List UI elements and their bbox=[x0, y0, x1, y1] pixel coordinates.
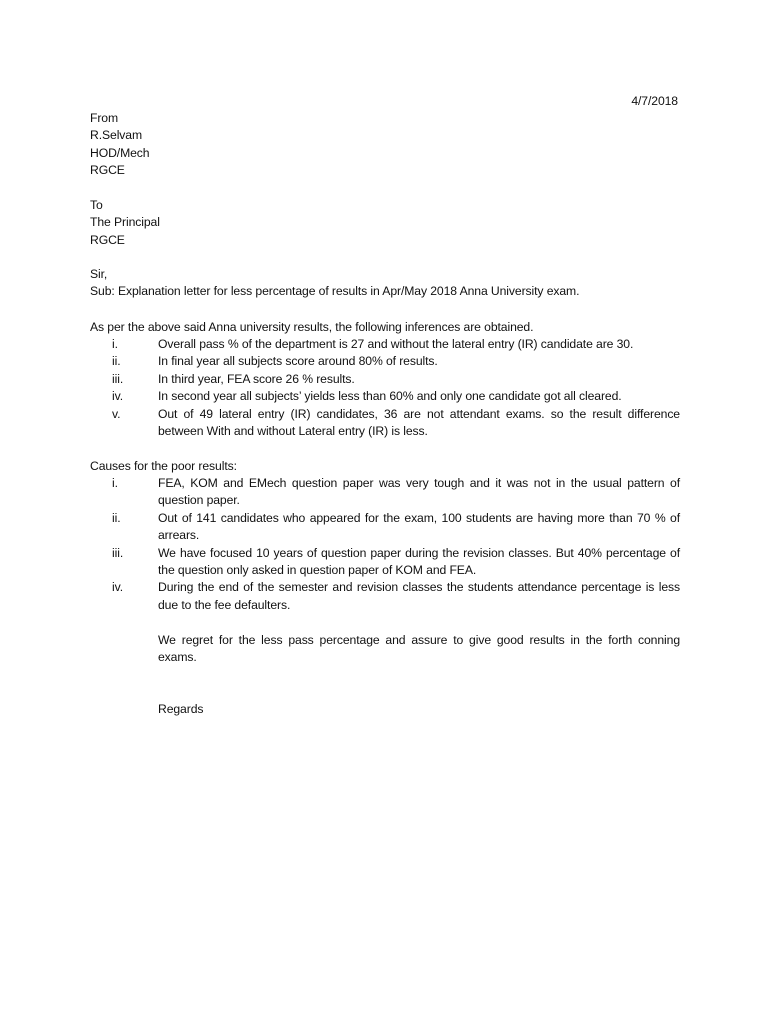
list-item bbox=[90, 510, 680, 545]
salutation: Sir, bbox=[90, 267, 108, 281]
item-text: Out of 49 lateral entry (IR) candidates, 36 are not attendant exams. so the result difference between With and without Lateral entry (IR) is less. bbox=[158, 406, 680, 439]
item-number: iv. bbox=[112, 580, 123, 595]
item-number: i. bbox=[112, 476, 118, 490]
list-item bbox=[90, 371, 680, 388]
item-number: ii. bbox=[112, 510, 121, 525]
list-item bbox=[90, 388, 680, 405]
list-item bbox=[90, 336, 680, 353]
from-block bbox=[90, 110, 680, 180]
item-number: ii. bbox=[112, 354, 121, 369]
item-text: During the end of the semester and revision classes the students attendance percentage is less due to the fee defaulters. bbox=[158, 580, 680, 612]
closing-paragraph: We regret for the less pass percentage and assure to give good results in the forth conning exams. bbox=[158, 633, 680, 665]
item-text: Overall pass % of the department is 27 and without the lateral entry (IR) candidate are 30. bbox=[158, 337, 634, 351]
sender-designation: HOD/Mech bbox=[90, 145, 150, 160]
item-text: FEA, KOM and EMech question paper was very tough and it was not in the usual pattern of question paper. bbox=[158, 476, 680, 508]
item-text: In second year all subjects’ yields less than 60% and only one candidate got all cleared. bbox=[158, 389, 622, 404]
causes-heading: Causes for the poor results: bbox=[90, 459, 237, 473]
list-item bbox=[90, 579, 680, 614]
list-item bbox=[90, 475, 680, 510]
item-text: In final year all subjects score around 80% of results. bbox=[158, 354, 438, 369]
inferences-list bbox=[90, 336, 680, 440]
recipient-title: The Principal bbox=[90, 215, 160, 230]
sender-name: R.Selvam bbox=[90, 128, 143, 143]
recipient-institution: RGCE bbox=[90, 232, 125, 247]
item-number: iii. bbox=[112, 545, 124, 560]
salutation-subject bbox=[90, 266, 680, 301]
from-label: From bbox=[90, 111, 119, 125]
causes-list bbox=[90, 475, 680, 614]
to-block bbox=[90, 197, 680, 249]
intro-line: As per the above said Anna university results, the following inferences are obtained. bbox=[90, 320, 534, 334]
item-text: Out of 141 candidates who appeared for the exam, 100 students are having more than 70 % of arrears. bbox=[158, 510, 680, 543]
subject-line: Sub: Explanation letter for less percentage of results in Apr/May 2018 Anna University exam. bbox=[90, 284, 580, 299]
sender-institution: RGCE bbox=[90, 163, 125, 178]
letter-date: 4/7/2018 bbox=[631, 94, 678, 108]
item-number: v. bbox=[112, 406, 121, 421]
list-item bbox=[90, 545, 680, 580]
sign-off: Regards bbox=[158, 702, 204, 716]
list-item bbox=[90, 353, 680, 370]
item-text: In third year, FEA score 26 % results. bbox=[158, 371, 355, 386]
item-number: iii. bbox=[112, 371, 124, 386]
item-text: We have focused 10 years of question paper during the revision classes. But 40% percentage of the question only asked in question paper of KOM and FEA. bbox=[158, 545, 680, 578]
to-label: To bbox=[90, 198, 103, 212]
list-item bbox=[90, 406, 680, 441]
item-number: iv. bbox=[112, 389, 123, 404]
item-number: i. bbox=[112, 337, 118, 351]
